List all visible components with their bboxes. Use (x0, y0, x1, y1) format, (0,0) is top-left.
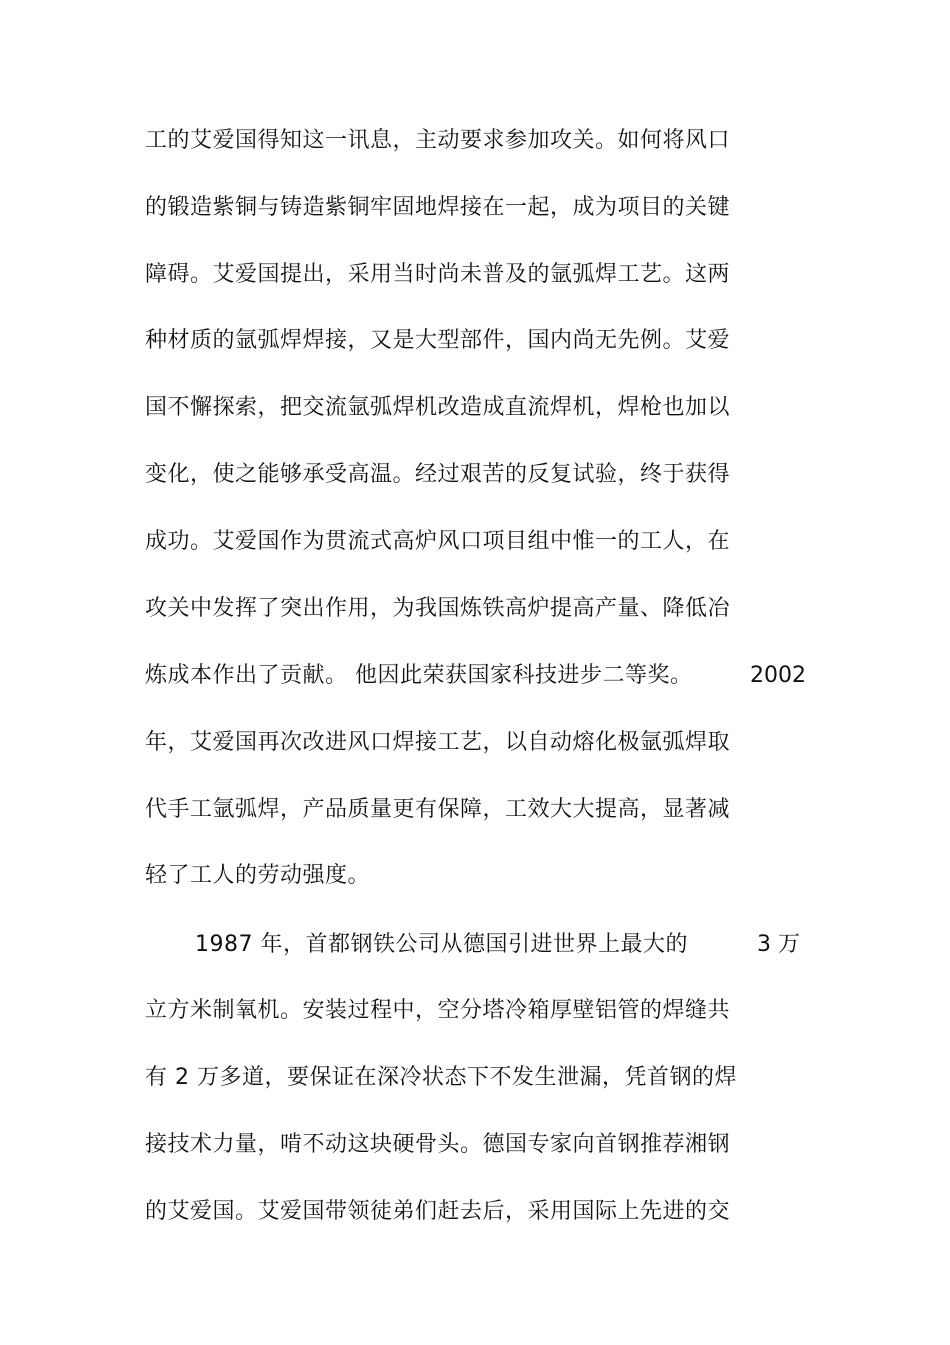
paragraph-line: 成功。艾爱国作为贯流式高炉风口项目组中惟一的工人，在 (145, 529, 731, 554)
paragraph-line: 年，艾爱国再次改进风口焊接工艺，以自动熔化极氩弧焊取 (145, 730, 731, 755)
paragraph-line: 的锻造紫铜与铸造紫铜牢固地焊接在一起，成为项目的关键 (145, 195, 731, 220)
paragraph-line: 的艾爱国。艾爱国带领徒弟们赶去后，采用国际上先进的交 (145, 1199, 731, 1224)
paragraph-line: 炼成本作出了贡献。 他因此荣获国家科技进步二等奖。 (145, 663, 693, 688)
paragraph-line: 轻了工人的劳动强度。 (145, 863, 371, 888)
paragraph2-first-line: 1987 年，首都钢铁公司从德国引进世界上最大的 (195, 932, 688, 957)
paragraph-line: 立方米制氧机。安装过程中，空分塔冷箱厚壁铝管的焊缝共 (145, 998, 731, 1023)
paragraph-line: 障碍。艾爱国提出，采用当时尚未普及的氩弧焊工艺。这两 (145, 262, 731, 287)
paragraph-line: 工的艾爱国得知这一讯息，主动要求参加攻关。如何将风口 (145, 128, 731, 153)
paragraph-line: 代手工氩弧焊，产品质量更有保障，工效大大提高，显著减 (145, 797, 731, 822)
paragraph-line: 有 2 万多道，要保证在深冷状态下不发生泄漏，凭首钢的焊 (145, 1065, 737, 1090)
paragraph-line: 种材质的氩弧焊焊接，又是大型部件，国内尚无先例。艾爱 (145, 328, 731, 353)
paragraph-line: 攻关中发挥了突出作用，为我国炼铁高炉提高产量、降低冶 (145, 596, 731, 621)
paragraph-line: 国不懈探索，把交流氩弧焊机改造成直流焊机，焊枪也加以 (145, 395, 731, 420)
year-2002: 2002 (750, 663, 806, 688)
paragraph-line: 变化，使之能够承受高温。经过艰苦的反复试验，终于获得 (145, 462, 731, 487)
paragraph-line: 接技术力量，啃不动这块硬骨头。德国专家向首钢推荐湘钢 (145, 1132, 731, 1157)
paragraph2-first-line-tail: 3 万 (757, 932, 800, 957)
